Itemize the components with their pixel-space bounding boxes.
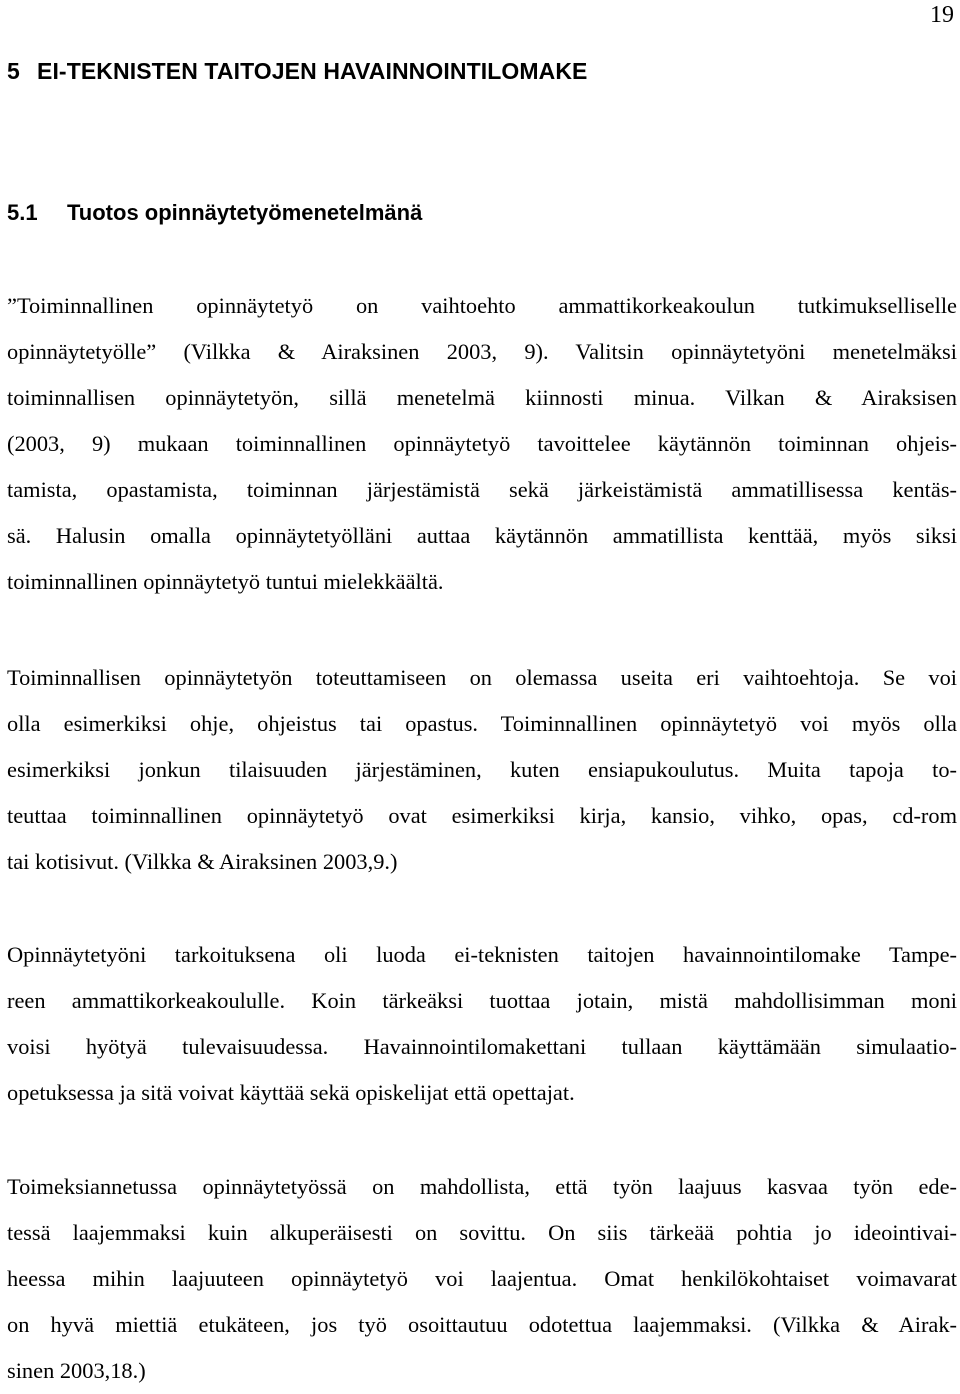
- paragraph-line: opetuksessa ja sitä voivat käyttää sekä opiskelijat että opettajat.: [7, 1080, 575, 1105]
- paragraph-line: opinnäytetyölle” (Vilkka & Airaksinen 2003, 9). Valitsin opinnäytetyöni menetelmäksi: [7, 339, 957, 364]
- paragraph-1: [7, 283, 957, 605]
- paragraph-line: Toiminnallisen opinnäytetyön toteuttamiseen on olemassa useita eri vaihtoehtoja. Se voi: [7, 665, 957, 690]
- section-title: Tuotos opinnäytetyömenetelmänä: [67, 200, 423, 225]
- paragraph-line: heessa mihin laajuuteen opinnäytetyö voi laajentua. Omat henkilökohtaiset voimavarat: [7, 1266, 957, 1291]
- paragraph-2: [7, 655, 957, 885]
- paragraph-line: reen ammattikorkeakoululle. Koin tärkeäksi tuottaa jotain, mistä mahdollisimman moni: [7, 988, 957, 1013]
- page-number: 19: [930, 2, 954, 28]
- paragraph-line: toiminnallinen opinnäytetyö tuntui mielekkäältä.: [7, 569, 444, 594]
- chapter-number: 5: [7, 58, 20, 84]
- paragraph-line: tessä laajemmaksi kuin alkuperäisesti on sovittu. On siis tärkeää pohtia jo ideointivai-: [7, 1220, 957, 1245]
- paragraph-line: ”Toiminnallinen opinnäytetyö on vaihtoehto ammattikorkeakoulun tutkimukselliselle: [7, 293, 957, 318]
- chapter-heading: [7, 58, 587, 85]
- section-heading: [7, 200, 422, 226]
- paragraph-line: Toimeksiannetussa opinnäytetyössä on mahdollista, että työn laajuus kasvaa työn ede-: [7, 1174, 957, 1199]
- paragraph-line: tai kotisivut. (Vilkka & Airaksinen 2003,9.): [7, 849, 398, 874]
- paragraph-line: voisi hyötyä tulevaisuudessa. Havainnointilomakettani tullaan käyttämään simulaatio-: [7, 1034, 957, 1059]
- section-number: 5.1: [7, 200, 38, 225]
- paragraph-line: on hyvä miettiä etukäteen, jos työ osoittautuu odotettua laajemmaksi. (Vilkka & Airak-: [7, 1312, 957, 1337]
- paragraph-3: [7, 932, 957, 1116]
- paragraph-line: sinen 2003,18.): [7, 1358, 146, 1383]
- paragraph-4: [7, 1164, 957, 1394]
- paragraph-line: teuttaa toiminnallinen opinnäytetyö ovat esimerkiksi kirja, kansio, vihko, opas, cd-rom: [7, 803, 957, 828]
- paragraph-line: Opinnäytetyöni tarkoituksena oli luoda ei-teknisten taitojen havainnointilomake Tampe-: [7, 942, 957, 967]
- paragraph-line: toiminnallisen opinnäytetyön, sillä menetelmä kiinnosti minua. Vilkan & Airaksisen: [7, 385, 957, 410]
- paragraph-line: (2003, 9) mukaan toiminnallinen opinnäytetyö tavoittelee käytännön toiminnan ohjeis-: [7, 431, 957, 456]
- chapter-title: EI-TEKNISTEN TAITOJEN HAVAINNOINTILOMAKE: [37, 58, 588, 84]
- paragraph-line: sä. Halusin omalla opinnäytetyölläni auttaa käytännön ammatillista kenttää, myös siksi: [7, 523, 957, 548]
- paragraph-line: tamista, opastamista, toiminnan järjestämistä sekä järkeistämistä ammatillisessa kentäs-: [7, 477, 957, 502]
- paragraph-line: olla esimerkiksi ohje, ohjeistus tai opastus. Toiminnallinen opinnäytetyö voi myös olla: [7, 711, 957, 736]
- paragraph-line: esimerkiksi jonkun tilaisuuden järjestäminen, kuten ensiapukoulutus. Muita tapoja to-: [7, 757, 957, 782]
